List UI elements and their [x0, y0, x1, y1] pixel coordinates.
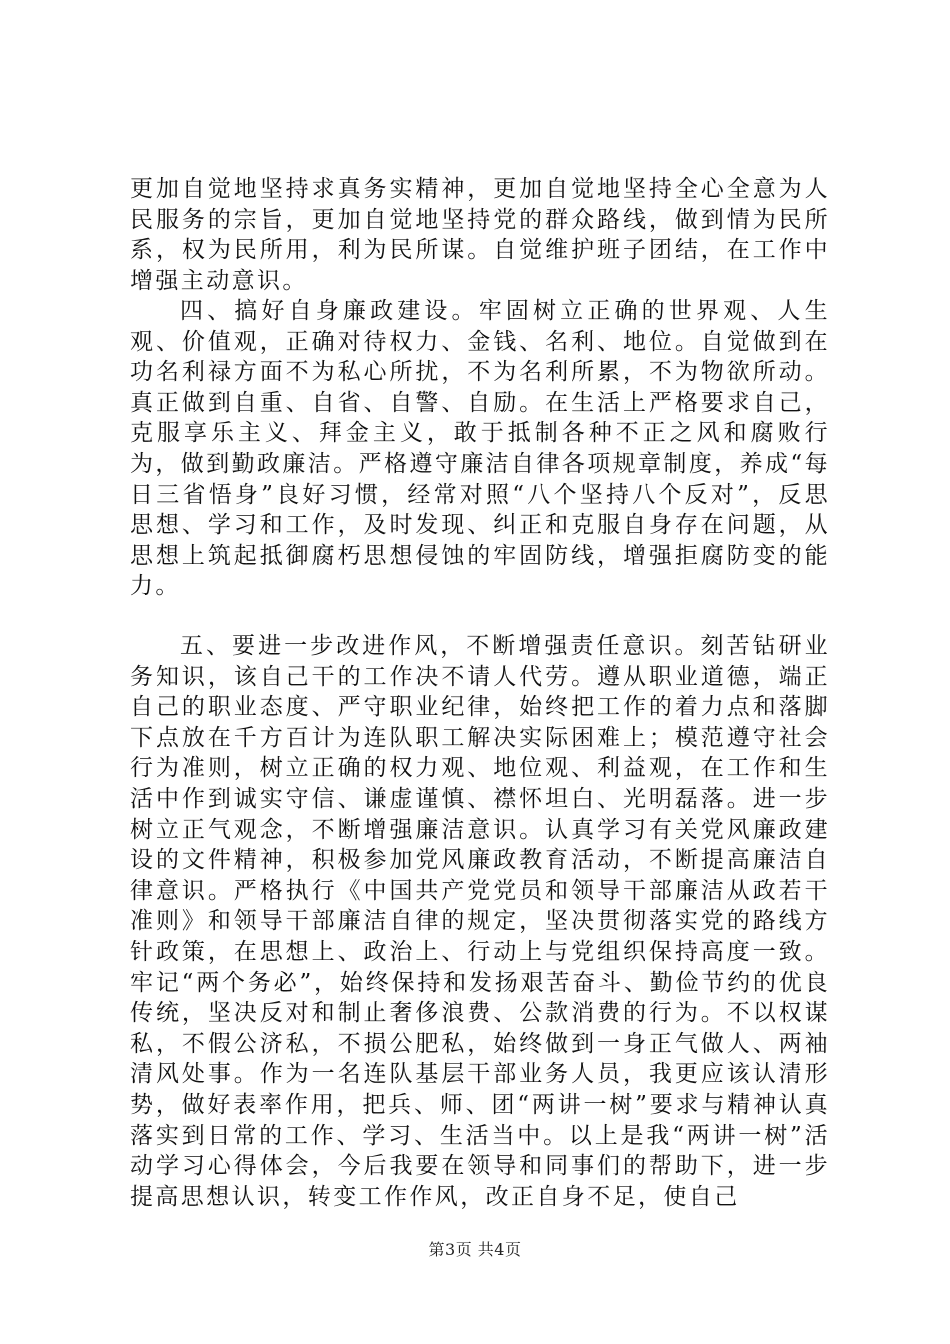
paragraph-continuation	[130, 174, 830, 296]
paragraph-section-five	[130, 631, 830, 1212]
paragraph-text: 四、搞好自身廉政建设。牢固树立正确的世界观、人生观、价值观，正确对待权力、金钱、名利、地位。自觉做到在功名利禄方面不为私心所扰，不为名利所累，不为物欲所动。真正做到自重、自省、自警、自励。在生活上严格要求自己，克服享乐主义、拜金主义，敢于抵制各种不正之风和腐败行为，做到勤政廉洁。严格遵守廉洁自律各项规章制度，养成“每日三省悟身”良好习惯，经常对照“八个坚持八个反对”，反思思想、学习和工作，及时发现、纠正和克服自身存在问题，从思想上筑起抵御腐朽思想侵蚀的牢固防线，增强拒腐防变的能力。	[130, 298, 830, 600]
page-number-footer: 第3页 共4页	[428, 1240, 522, 1259]
paragraph-text: 更加自觉地坚持求真务实精神，更加自觉地坚持全心全意为人民服务的宗旨，更加自觉地坚持党的群众路线，做到情为民所系，权为民所用，利为民所谋。自觉维护班子团结，在工作中增强主动意识。	[130, 176, 830, 294]
paragraph-section-four	[130, 296, 830, 602]
paragraph-text: 五、要进一步改进作风，不断增强责任意识。刻苦钻研业务知识，该自己干的工作决不请人代劳。遵从职业道德，端正自己的职业态度、严守职业纪律，始终把工作的着力点和落脚下点放在千方百计为连队职工解决实际困难上；模范遵守社会行为准则，树立正确的权力观、地位观、利益观，在工作和生活中作到诚实守信、谦虚谨慎、襟怀坦白、光明磊落。进一步树立正气观念，不断增强廉洁意识。认真学习有关党风廉政建设的文件精神，积极参加党风廉政教育活动，不断提高廉洁自律意识。严格执行《中国共产党党员和领导干部廉洁从政若干准则》和领导干部廉洁自律的规定，坚决贯彻落实党的路线方针政策，在思想上、政治上、行动上与党组织保持高度一致。牢记“两个务必”，始终保持和发扬艰苦奋斗、勤俭节约的优良传统，坚决反对和制止奢侈浪费、公款消费的行为。不以权谋私，不假公济私，不损公肥私，始终做到一身正气做人、两袖清风处事。作为一名连队基层干部业务人员，我更应该认清形势，做好表率作用，把兵、师、团“两讲一树”要求与精神认真落实到日常的工作、学习、生活当中。以上是我“两讲一树”活动学习心得体会，今后我要在领导和同事们的帮助下，进一步提高思想认识，转变工作作风，改正自身不足，使自己	[130, 633, 830, 1210]
